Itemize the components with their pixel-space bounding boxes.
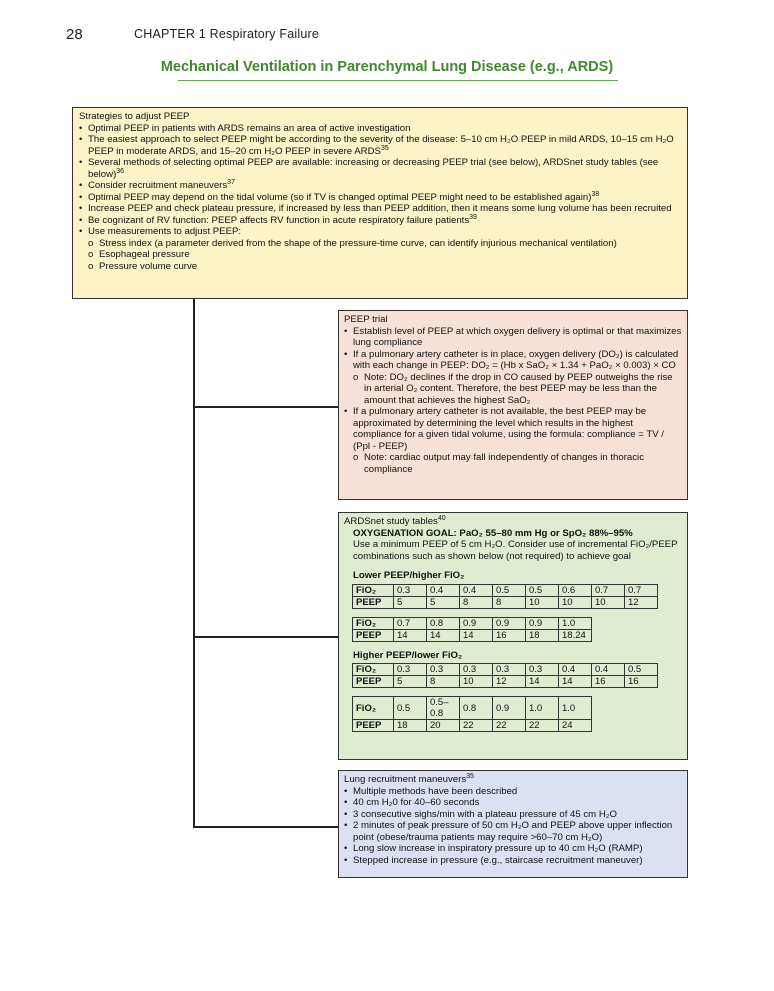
ardsnet-tables (344, 570, 682, 732)
fio2-value: 0.5 (625, 664, 658, 676)
bullet-marker: • (344, 843, 348, 854)
fio2-value: 0.4 (559, 664, 592, 676)
list-item (344, 843, 682, 855)
item-text: Esophageal pressure (99, 249, 190, 260)
peep-row (353, 596, 658, 608)
sub-bullet-marker: o (353, 452, 359, 463)
peep-value: 20 (427, 720, 460, 732)
bullet-marker: • (344, 348, 348, 360)
peep-value: 22 (460, 720, 493, 732)
fio2-value: 0.4 (427, 584, 460, 596)
item-text: Increase PEEP and check plateau pressure, if increased by less than PEEP addition, then it means some lung volume has been recruited (88, 203, 672, 214)
strategies-heading: Strategies to adjust PEEP (79, 111, 190, 122)
page-title: Mechanical Ventilation in Parenchymal Lung Disease (e.g., ARDS) (160, 59, 614, 75)
fio2-value: 0.6 (559, 584, 592, 596)
fio2-value: 1.0 (526, 697, 559, 720)
sub-list-item (79, 249, 681, 261)
item-text: Multiple methods have been described (353, 785, 518, 797)
fio2-value: 0.9 (493, 697, 526, 720)
item-text: Pressure volume curve (99, 260, 198, 272)
peep-value: 10 (592, 596, 625, 608)
list-item (344, 820, 682, 843)
peep-trial-list (344, 326, 682, 476)
list-item (344, 406, 682, 452)
item-text: Optimal PEEP in patients with ARDS remains an area of active investigation (88, 122, 411, 134)
list-item (344, 326, 682, 349)
recruitment-box (338, 770, 688, 878)
item-text: 2 minutes of peak pressure of 50 cm H₂O and PEEP above upper inflection point (obese/trauma patients may require >60–70 cm H₂O) (353, 820, 673, 843)
peep-value: 16 (592, 676, 625, 688)
fio2-value: 0.3 (394, 664, 427, 676)
peep-value: 10 (526, 596, 559, 608)
peep-value: 22 (526, 720, 559, 732)
peep-row (353, 720, 592, 732)
fio2-peep-table (352, 696, 592, 732)
ardsnet-heading-text: ARDSnet study tables (344, 516, 438, 527)
sub-list-item (79, 238, 681, 250)
peep-row-label: PEEP (353, 629, 394, 641)
fio2-row (353, 584, 658, 596)
bullet-marker: • (79, 191, 83, 203)
table-gap (344, 688, 682, 694)
ardsnet-box (338, 512, 688, 760)
table-gap (344, 609, 682, 615)
peep-row-label: PEEP (353, 596, 394, 608)
bullet-marker: • (344, 820, 348, 831)
fio2-peep-table (352, 663, 658, 688)
recruitment-heading (344, 774, 682, 786)
fio2-row-label: FiO₂ (353, 584, 394, 596)
list-item (79, 123, 681, 135)
peep-value: 8 (493, 596, 526, 608)
list-item (79, 203, 681, 215)
fio2-value: 0.7 (625, 584, 658, 596)
fio2-value: 0.4 (592, 664, 625, 676)
fio2-row (353, 697, 592, 720)
peep-value: 18 (394, 720, 427, 732)
fio2-peep-table (352, 617, 592, 642)
list-item (79, 192, 681, 204)
item-text: Stepped increase in pressure (e.g., staircase recruitment maneuver) (353, 854, 643, 866)
bullet-marker: • (344, 797, 348, 808)
recruitment-heading-text: Lung recruitment maneuvers (344, 774, 467, 785)
peep-row (353, 676, 658, 688)
fio2-value: 0.3 (526, 664, 559, 676)
fio2-row (353, 617, 592, 629)
fio2-value: 0.9 (460, 617, 493, 629)
fio2-value: 0.3 (460, 664, 493, 676)
peep-value: 14 (460, 629, 493, 641)
item-text: The easiest approach to select PEEP might be according to the severity of the disease: 5–10 cm H₂O PEEP in mild ARDS, 10–15 cm H₂O PEEP in moderate ARDS, and 15–20 cm H₂O PEEP in severe ARDS (88, 134, 674, 157)
fio2-value: 0.5–0.8 (427, 697, 460, 720)
page-header (66, 26, 320, 43)
peep-value: 8 (427, 676, 460, 688)
fio2-value: 0.8 (427, 617, 460, 629)
bullet-marker: • (344, 325, 348, 337)
reference-number: 35 (380, 144, 389, 152)
strategies-list (79, 123, 681, 273)
fio2-value: 0.9 (493, 617, 526, 629)
fio2-row-label: FiO₂ (353, 697, 394, 720)
peep-value: 16 (493, 629, 526, 641)
peep-value: 18 (526, 629, 559, 641)
connector-recruitment (193, 826, 338, 828)
fio2-value: 0.8 (460, 697, 493, 720)
fio2-value: 0.3 (427, 664, 460, 676)
connector-ardsnet (193, 636, 338, 638)
peep-value: 10 (460, 676, 493, 688)
peep-value: 5 (427, 596, 460, 608)
bullet-marker: • (344, 854, 348, 866)
reference-number: 36 (116, 167, 125, 175)
fio2-value: 0.3 (493, 664, 526, 676)
item-text: Consider recruitment maneuvers (88, 180, 228, 191)
sub-bullet-marker: o (353, 371, 359, 383)
fio2-value: 0.5 (493, 584, 526, 596)
peep-row-label: PEEP (353, 720, 394, 732)
connector-peep-trial (193, 406, 338, 408)
bullet-marker: • (344, 785, 348, 797)
fio2-peep-table (352, 584, 658, 609)
peep-trial-box (338, 310, 688, 500)
fio2-value: 0.7 (394, 617, 427, 629)
fio2-value: 0.9 (526, 617, 559, 629)
peep-value: 8 (460, 596, 493, 608)
fio2-value: 1.0 (559, 617, 592, 629)
item-text: Establish level of PEEP at which oxygen delivery is optimal or that maximizes lung compliance (353, 325, 682, 348)
fio2-row-label: FiO₂ (353, 617, 394, 629)
peep-value: 24 (559, 720, 592, 732)
list-item (79, 226, 681, 238)
reference-number: 39 (469, 213, 477, 221)
peep-value: 5 (394, 596, 427, 608)
item-text: Long slow increase in inspiratory pressure up to 40 cm H₂O (RAMP) (353, 843, 643, 854)
list-item (344, 809, 682, 821)
bullet-marker: • (79, 214, 83, 226)
list-item (344, 797, 682, 809)
peep-row-label: PEEP (353, 676, 394, 688)
list-item (79, 157, 681, 180)
bullet-marker: • (79, 134, 83, 145)
connector-trunk (193, 299, 195, 827)
peep-value: 14 (394, 629, 427, 641)
bullet-marker: • (344, 808, 348, 820)
bullet-marker: • (344, 406, 348, 417)
list-item (79, 134, 681, 157)
peep-value: 12 (493, 676, 526, 688)
item-text: Several methods of selecting optimal PEEP are available: increasing or decreasing PEEP trial (see below), ARDSnet study tables (see below) (88, 157, 659, 180)
list-item (344, 349, 682, 372)
bullet-marker: • (79, 180, 83, 191)
strategies-box (72, 107, 688, 299)
peep-trial-heading: PEEP trial (344, 314, 388, 325)
table-title: Higher PEEP/lower FiO₂ (353, 649, 463, 661)
peep-value: 14 (427, 629, 460, 641)
peep-value: 14 (559, 676, 592, 688)
oxygenation-goal: OXYGENATION GOAL: PaO₂ 55–80 mm Hg or SpO₂ 88%–95% (353, 527, 633, 539)
fio2-value: 0.5 (394, 697, 427, 720)
sub-bullet-marker: o (88, 260, 94, 272)
item-text: Optimal PEEP may depend on the tidal volume (so if TV is changed optimal PEEP might need to be established again) (88, 191, 592, 203)
fio2-value: 0.4 (460, 584, 493, 596)
item-text: If a pulmonary artery catheter is in place, oxygen delivery (DO₂) is calculated with each change in PEEP: DO₂ = (Hb x SaO₂ × 1.34 + PaO₂ × 0.003) × CO (353, 348, 679, 371)
item-text: Note: cardiac output may fall independently of changes in thoracic compliance (364, 452, 644, 475)
reference-number: 37 (227, 179, 235, 186)
ardsnet-heading (344, 516, 682, 528)
item-text: If a pulmonary artery catheter is not available, the best PEEP may be approximated by determining the level which results in the highest compliance for a given tidal volume, using the formula: compliance = TV / (Ppl - PEEP) (353, 406, 664, 452)
ardsnet-heading-ref: 40 (437, 515, 446, 522)
reference-number: 38 (591, 190, 600, 198)
table-title: Lower PEEP/higher FiO₂ (353, 570, 465, 581)
peep-row (353, 629, 592, 641)
fio2-row (353, 664, 658, 676)
sub-list-item (344, 372, 682, 407)
recruitment-heading-ref: 35 (466, 773, 474, 780)
peep-value: 14 (526, 676, 559, 688)
bullet-marker: • (79, 226, 83, 237)
sub-bullet-marker: o (88, 237, 94, 249)
peep-value: 12 (625, 596, 658, 608)
peep-value: 5 (394, 676, 427, 688)
page-number: 28 (66, 26, 83, 43)
sub-bullet-marker: o (88, 249, 94, 260)
item-text: Note: DO₂ declines if the drop in CO caused by PEEP outweighs the rise in arterial O₂ content. Therefore, the best PEEP may be less than the amount that achieves the highest SaO₂ (364, 371, 673, 406)
peep-value: 16 (625, 676, 658, 688)
chapter-title: CHAPTER 1 Respiratory Failure (134, 27, 320, 41)
list-item (344, 855, 682, 867)
fio2-value: 1.0 (559, 697, 592, 720)
item-text: Use measurements to adjust PEEP: (88, 226, 242, 237)
recruitment-list (344, 786, 682, 867)
ardsnet-intro: Use a minimum PEEP of 5 cm H₂O. Consider use of incremental FiO₂/PEEP combinations such as shown below (not required) to achieve goal (353, 539, 678, 562)
sub-list-item (79, 261, 681, 273)
sub-list-item (344, 452, 682, 475)
item-text: Stress index (a parameter derived from the shape of the pressure-time curve, can identify injurious mechanical ventilation) (99, 237, 617, 249)
bullet-marker: • (79, 203, 83, 214)
list-item (344, 786, 682, 798)
peep-value: 18.24 (559, 629, 592, 641)
list-item (79, 215, 681, 227)
fio2-value: 0.7 (592, 584, 625, 596)
peep-value: 10 (559, 596, 592, 608)
fio2-value: 0.3 (394, 584, 427, 596)
bullet-marker: • (79, 122, 83, 134)
fio2-value: 0.5 (526, 584, 559, 596)
peep-value: 22 (493, 720, 526, 732)
item-text: Be cognizant of RV function: PEEP affects RV function in acute respiratory failure patients (88, 214, 470, 226)
item-text: 3 consecutive sighs/min with a plateau pressure of 45 cm H₂O (353, 808, 617, 820)
title-underline (178, 80, 618, 81)
fio2-row-label: FiO₂ (353, 664, 394, 676)
item-text: 40 cm H₂0 for 40–60 seconds (353, 797, 480, 808)
bullet-marker: • (79, 157, 83, 168)
